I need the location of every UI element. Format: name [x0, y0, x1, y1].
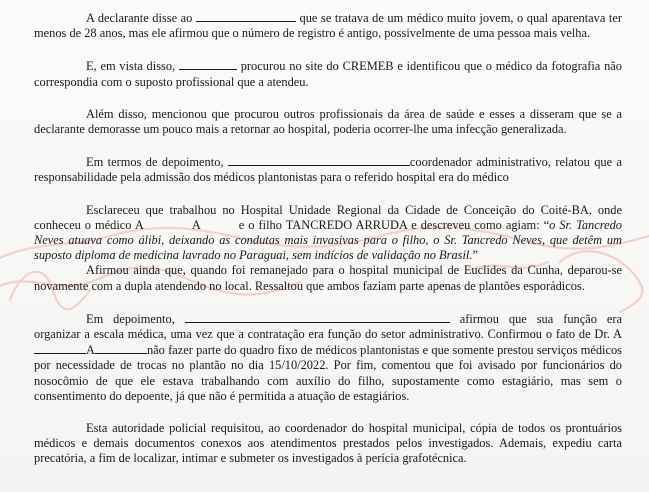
paragraph-1: [34, 10, 622, 41]
p4-text-b: coordenador administrativo, relatou que a responsabilidade pela admissão dos médicos plantonistas para o referido hospital era do médico: [34, 155, 622, 185]
p5-text-c: e o filho TANCREDO ARRUDA e descreveu como agiam: “: [238, 217, 550, 232]
p7-text-b: afirmou que sua função era organizar a escala médica, uma vez que a contratação era função do setor administrativo. Confirmou o fato de Dr. A: [34, 311, 622, 342]
p7-text-c: A: [86, 343, 95, 358]
p4-text-a: Em termos de depoimento,: [86, 155, 224, 170]
p5-text-b: A: [191, 217, 201, 232]
paragraph-2: [34, 58, 622, 89]
p2-text-b: procurou no site do CREMEB e identificou que o médico da fotografia não correspondia com o suposto profissional que a atendeu.: [34, 59, 622, 89]
paragraph-6: Afirmou ainda que, quando foi remanejado para o hospital municipal de Euclides da Cunha, deparou-se novamente com a dupla atendendo no local. Ressaltou que ambos faziam parte apenas de plantões esporádicos.: [34, 263, 622, 293]
p5-quote-end: ”: [472, 248, 478, 263]
p5-text-a: Esclareceu que trabalhou no Hospital Unidade Regional da Cidade de Conceição do Coité-BA, onde conheceu o médico A: [34, 202, 622, 232]
redacted-blank: [95, 342, 147, 354]
paragraph-4: [34, 154, 622, 185]
redacted-blank: [228, 154, 410, 166]
redacted-blank: [185, 311, 450, 323]
p5-quote: o Sr. Tancredo Neves atuava como álibi, deixando as condutas mais invasivas para o filho, o Sr. Tancredo Neves, que detêm um suposto diploma de medicina lavrado no Paraguai, sem indícios de validação no Brasil.: [34, 217, 622, 263]
paragraph-8: Esta autoridade policial requisitou, ao coordenador do hospital municipal, cópia de todos os prontuários médicos e demais documentos conexos aos atendimentos prestados pelos investigados. Ademais, expediu carta precatória, a fim de localizar, intimar e submeter os investigados à perícia grafotécnica.: [34, 421, 622, 466]
redacted-blank: [179, 58, 237, 70]
p7-text-d: não fazer parte do quadro fixo de médicos plantonistas e que somente prestou serviços médicos por necessidade de trocas no plantão no dia 15/10/2022. Por fim, comentou que foi avisado por funcionários do nosocômio de que ele estava trabalhando com auxílio do filho, supostamente como estagiário, mas sem o consentimento do depoente, já que não é permitida a atuação de estagiários.: [34, 343, 622, 403]
paragraph-7: [34, 311, 622, 404]
redacted-blank: [196, 10, 296, 22]
paragraph-3: Além disso, mencionou que procurou outros profissionais da área de saúde e esses a disseram que se a declarante demorasse um pouco mais a retornar ao hospital, poderia ocorrer-lhe uma infecção generalizada.: [34, 106, 622, 137]
p2-text-a: E, em vista disso,: [86, 59, 176, 74]
paragraph-5: [34, 203, 622, 264]
p7-text-a: Em depoimento,: [86, 311, 175, 326]
document-body: [34, 2, 622, 467]
redacted-blank: [34, 342, 86, 354]
p1-text-a: A declarante disse ao: [86, 11, 193, 25]
p1-text-b: que se tratava de um médico muito jovem, o qual aparentava ter menos de 28 anos, mas ele afirmou que o número de registro é antigo, possivelmente de uma pessoa mais velha.: [34, 11, 622, 41]
